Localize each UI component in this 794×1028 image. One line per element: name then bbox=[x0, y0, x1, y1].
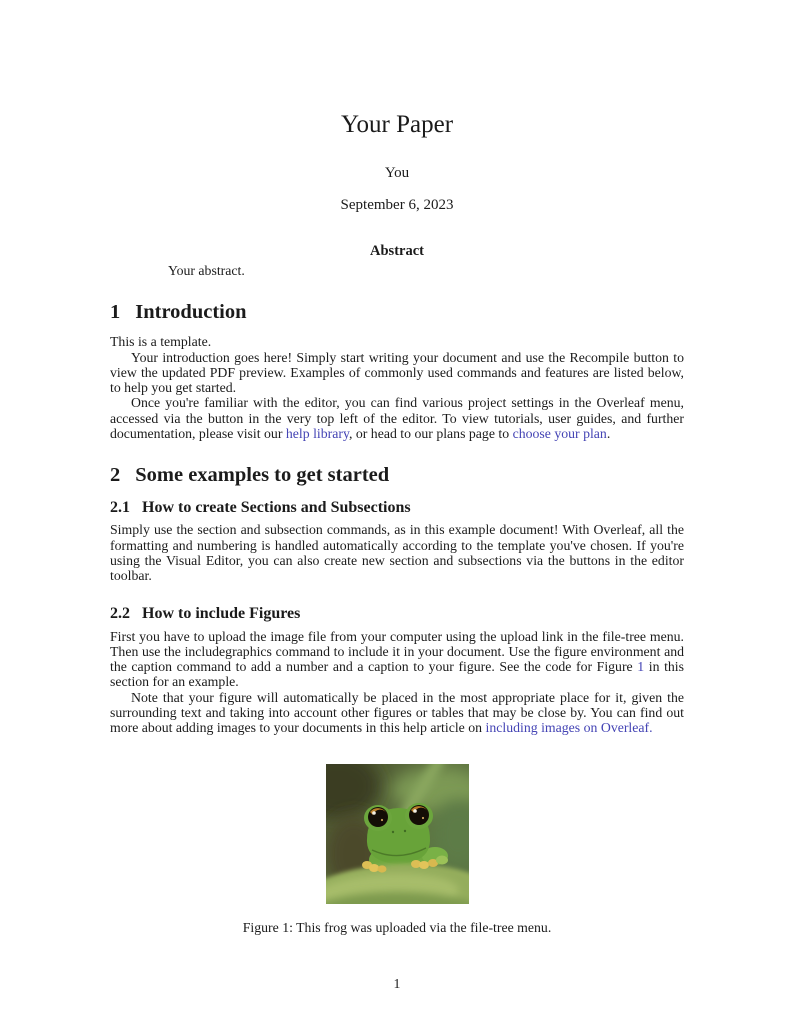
subsection-2-1-number: 2.1 bbox=[110, 499, 130, 517]
subsection-2-2-paragraph-1 bbox=[110, 629, 684, 690]
frog-image bbox=[326, 764, 469, 904]
subsection-2-2-paragraph-2 bbox=[110, 690, 684, 736]
intro-p3-text-end: . bbox=[606, 426, 611, 442]
subsection-2-2-title: How to include Figures bbox=[142, 604, 301, 622]
choose-your-plan-link[interactable]: choose your plan bbox=[512, 426, 607, 442]
intro-paragraph-3 bbox=[110, 395, 684, 441]
section-1-heading bbox=[110, 300, 684, 324]
figure-caption: Figure 1: This frog was uploaded via the file-tree menu. bbox=[242, 919, 552, 935]
section-2-title: Some examples to get started bbox=[135, 464, 390, 487]
subsection-2-2-heading bbox=[110, 604, 684, 623]
paper-author: You bbox=[384, 165, 410, 181]
paper-title: Your Paper bbox=[340, 111, 454, 138]
help-library-link[interactable]: help library bbox=[285, 426, 349, 442]
paper-date: September 6, 2023 bbox=[340, 197, 454, 213]
intro-paragraph-2: Your introduction goes here! Simply start writing your document and use the Recompile button to view the updated PDF preview. Examples of commonly used commands and features are listed below, to help you get started. bbox=[110, 349, 684, 396]
page-number: 1 bbox=[393, 976, 401, 991]
abstract-heading: Abstract bbox=[370, 243, 424, 259]
figure-1-ref-link[interactable]: 1 bbox=[637, 659, 645, 675]
section-1-number: 1 bbox=[110, 301, 121, 324]
subsection-2-1-heading bbox=[110, 498, 684, 517]
subsection-2-2-number: 2.2 bbox=[110, 604, 130, 622]
intro-p3-text-mid: , or head to our plans page to bbox=[348, 426, 513, 442]
intro-p3-text: Once you're familiar with the editor, you can find various project settings in the Overleaf menu, accessed via the button in the very top left of the editor. To view tutorials, user guides, and further documentation, please visit our bbox=[110, 395, 684, 442]
subsection-2-1-title: How to create Sections and Subsections bbox=[142, 499, 411, 517]
subsection-2-1-paragraph: Simply use the section and subsection commands, as in this example document! With Overleaf, all the formatting and numbering is handled automatically according to the template you've chosen. If you're using the Visual Editor, you can also create new section and subsections via the buttons in the editor toolbar. bbox=[110, 522, 684, 584]
document-content bbox=[110, 0, 684, 935]
figure-1 bbox=[110, 764, 684, 935]
figures-p2-text: Note that your figure will automatically be placed in the most appropriate place for it, given the surrounding text and taking into account other figures or tables that may be close by. You can find out more about adding images to your documents in this help article on bbox=[110, 689, 684, 736]
section-2-heading bbox=[110, 463, 684, 487]
abstract-body: Your abstract. bbox=[168, 263, 245, 278]
section-1-title: Introduction bbox=[135, 301, 247, 324]
section-2-number: 2 bbox=[110, 464, 121, 487]
figures-p1-text: First you have to upload the image file from your computer using the upload link in the file-tree menu. Then use the includegraphics command to include it in your document. Use the figure environment and the caption command to add a number and a caption to your figure. See the code for Figure bbox=[110, 628, 684, 675]
including-images-link[interactable]: including images on Overleaf. bbox=[485, 720, 653, 736]
figures-p1-text-end: in this section for an example. bbox=[110, 659, 685, 690]
intro-paragraph-1: This is a template. bbox=[110, 334, 212, 350]
